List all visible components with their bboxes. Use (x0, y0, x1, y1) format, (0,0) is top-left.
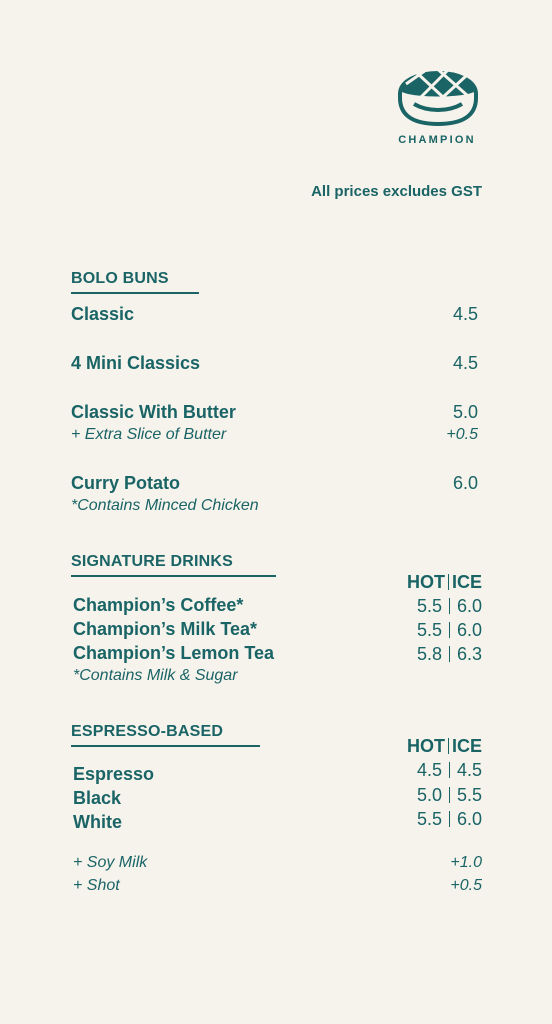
hot-label: HOT (406, 736, 445, 756)
menu-item: White (73, 812, 122, 832)
menu-item: Curry Potato (71, 473, 181, 493)
hot-ice-prices (417, 809, 482, 830)
champion-bun-logo-icon (392, 58, 484, 130)
ice-price: 6.0 (456, 809, 482, 829)
section-underline (71, 292, 199, 294)
addon-price: +0.5 (446, 426, 478, 443)
hot-price: 5.5 (416, 809, 442, 829)
divider (449, 646, 450, 662)
divider (449, 787, 450, 803)
menu-item: Champion’s Lemon Tea (73, 643, 275, 663)
item-note: *Contains Milk & Sugar (73, 667, 238, 684)
divider (449, 811, 450, 827)
item-price: 6.0 (452, 473, 478, 493)
item-addon: + Extra Slice of Butter (71, 426, 227, 443)
divider (448, 574, 449, 590)
ice-price: 6.0 (456, 596, 482, 616)
divider (448, 738, 449, 754)
hot-price: 5.0 (416, 785, 442, 805)
menu-item: Champion’s Coffee* (73, 595, 244, 615)
hot-price: 5.8 (416, 644, 442, 664)
addon-price: +0.5 (450, 877, 482, 894)
menu-item: 4 Mini Classics (71, 353, 201, 373)
ice-price: 6.3 (456, 644, 482, 664)
divider (449, 598, 450, 614)
addon-item: + Soy Milk (73, 854, 148, 871)
hot-ice-prices (417, 760, 482, 781)
ice-price: 5.5 (456, 785, 482, 805)
item-price: 4.5 (452, 304, 478, 324)
menu-item: Champion’s Milk Tea* (73, 619, 258, 639)
hot-ice-header (407, 736, 482, 757)
ice-price: 6.0 (456, 620, 482, 640)
item-price: 4.5 (452, 353, 478, 373)
menu-item: Espresso (73, 764, 155, 784)
ice-price: 4.5 (456, 760, 482, 780)
addon-item: + Shot (73, 877, 120, 894)
hot-ice-prices (417, 644, 482, 665)
section-underline (71, 575, 276, 577)
hot-label: HOT (406, 572, 445, 592)
addon-price: +1.0 (450, 854, 482, 871)
menu-item: Classic (71, 304, 135, 324)
section-underline (71, 745, 260, 747)
ice-label: ICE (451, 736, 482, 756)
ice-label: ICE (451, 572, 482, 592)
hot-ice-prices (417, 596, 482, 617)
hot-price: 5.5 (416, 596, 442, 616)
hot-ice-prices (417, 785, 482, 806)
menu-item: Black (73, 788, 122, 808)
section-title-drinks: SIGNATURE DRINKS (71, 553, 234, 570)
hot-ice-prices (417, 620, 482, 641)
gst-note: All prices excludes GST (311, 183, 482, 200)
hot-price: 5.5 (416, 620, 442, 640)
menu-item: Classic With Butter (71, 402, 236, 422)
divider (449, 762, 450, 778)
item-price: 5.0 (452, 402, 478, 422)
hot-price: 4.5 (416, 760, 442, 780)
divider (449, 622, 450, 638)
section-title-espresso: ESPRESSO-BASED (71, 723, 224, 740)
hot-ice-header (407, 572, 482, 593)
item-note: *Contains Minced Chicken (71, 497, 259, 514)
brand-name: CHAMPION (398, 134, 476, 146)
section-title-bolo: BOLO BUNS (71, 270, 169, 287)
